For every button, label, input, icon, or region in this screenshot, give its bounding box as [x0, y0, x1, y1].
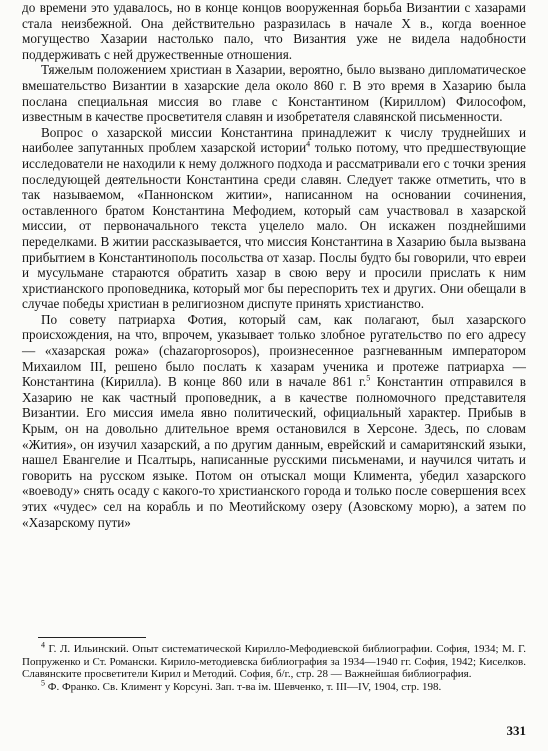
footnote-4 [22, 640, 526, 681]
paragraph-4-text-a: По совету патриарха Фотия, который сам, как полагают, был хазарского происхождения, на что, впрочем, указывает только злобное ругательство по его адресу — «хазарская рожа» (chazarοprosopos), произнесенное разгневанным императором Михаилом III, решено было послать к хазарам ученика и протеже патриарха — Константина (Кирилла). В конце 860 или в начале 861 г. [22, 311, 526, 390]
footnote-4-text: Г. Л. Ильинский. Опыт систематической Кирилло-Мефодиевской библиографии. София, 1934; М. Г. Попруженко и Ст. Романски. Кирило-методиевска библиография за 1934—1940 гг. София, 1942; Киселков. Славянските просветители Кирил и Методий. София, б/г., стр. 28 — Важнейшая библиография. [22, 643, 526, 681]
paragraph-3 [22, 125, 526, 312]
footnote-ref-5[interactable]: 5 [366, 373, 371, 383]
footnote-separator [38, 637, 146, 638]
footnote-5-mark: 5 [41, 678, 45, 688]
footnotes [22, 640, 526, 693]
paragraph-1: до времени это удавалось, но в конце концов вооруженная борьба Византии с хазарами стала неизбежной. Она действительно разразилась в начале X в., когда военное могущество Хазарии настолько пало, что Византия уже не видела надобности поддерживать с ней дружественные отношения. [22, 0, 526, 62]
paragraph-3-text-a: Вопрос о хазарской миссии Константина принадлежит к числу труднейших и наиболее запутанных проблем хазарской истории [22, 124, 526, 156]
paragraph-2: Тяжелым положением христиан в Хазарии, вероятно, было вызвано дипломатическое вмешательство Византии в хазарские дела около 860 г. В это время в Хазарию была послана специальная миссия во главе с Константином (Кириллом) Философом, известным в качестве просветителя славян и изобретателя славянской письменности. [22, 62, 526, 125]
footnote-5-text: Ф. Франко. Св. Климент у Корсунi. Зап. т-ва iм. Шевченко, т. III—IV, 1904, стр. 198. [45, 680, 442, 693]
paragraph-4 [22, 312, 526, 530]
main-text [22, 0, 526, 530]
footnote-4-mark: 4 [41, 640, 45, 650]
footnote-5 [22, 678, 526, 694]
paragraph-3-text-b: только потому, что предшествующие исследователи не находили к нему должного подхода и рассматривали его с точки зрения последующей деятельности Константина среди славян. Следует также отметить, что в так называемом, «Паннонском житии», написанном на основании сочинения, оставленного братом Константина Мефодием, который сам участвовал в хазарской миссии, от первоначального текста уцелело мало. Он искажен позднейшими переделками. В житии рассказывается, что миссия Константина в Хазарию была вызвана прибытием в Константинополь посольства от хазар. Послы будто бы говорили, что евреи и мусульмане стараются обратить хазар в свою веру и просили прислать к ним христианского проповедника, который мог бы переспорить тех и других. Они обещали в случае победы христиан в религиозном диспуте принять христианство. [22, 140, 526, 312]
page-number: 331 [506, 723, 526, 738]
footnote-ref-4[interactable]: 4 [306, 139, 311, 149]
paragraph-4-text-b: Константин отправился в Хазарию не как частный проповедник, а в качестве полномочного представителя Византии. Его миссия имела явно политический, официальный характер. Прибыв в Крым, он на довольно длительное время остановился в Херсоне. Здесь, по словам «Жития», он изучил хазарский, а по другим данным, еврейский и самаритянский языки, нашел Евангелие и Псалтырь, написанные русскими письменами, и научился читать и говорить на русском языке. Потом он отыскал мощи Климента, убедил хазарского «воеводу» снять осаду с какого-то христианского города и только после совершения всех этих «чудес» сел на корабль и по Меотийскому озеру (Азовскому морю), а затем по «Хазарскому пути» [22, 374, 526, 530]
